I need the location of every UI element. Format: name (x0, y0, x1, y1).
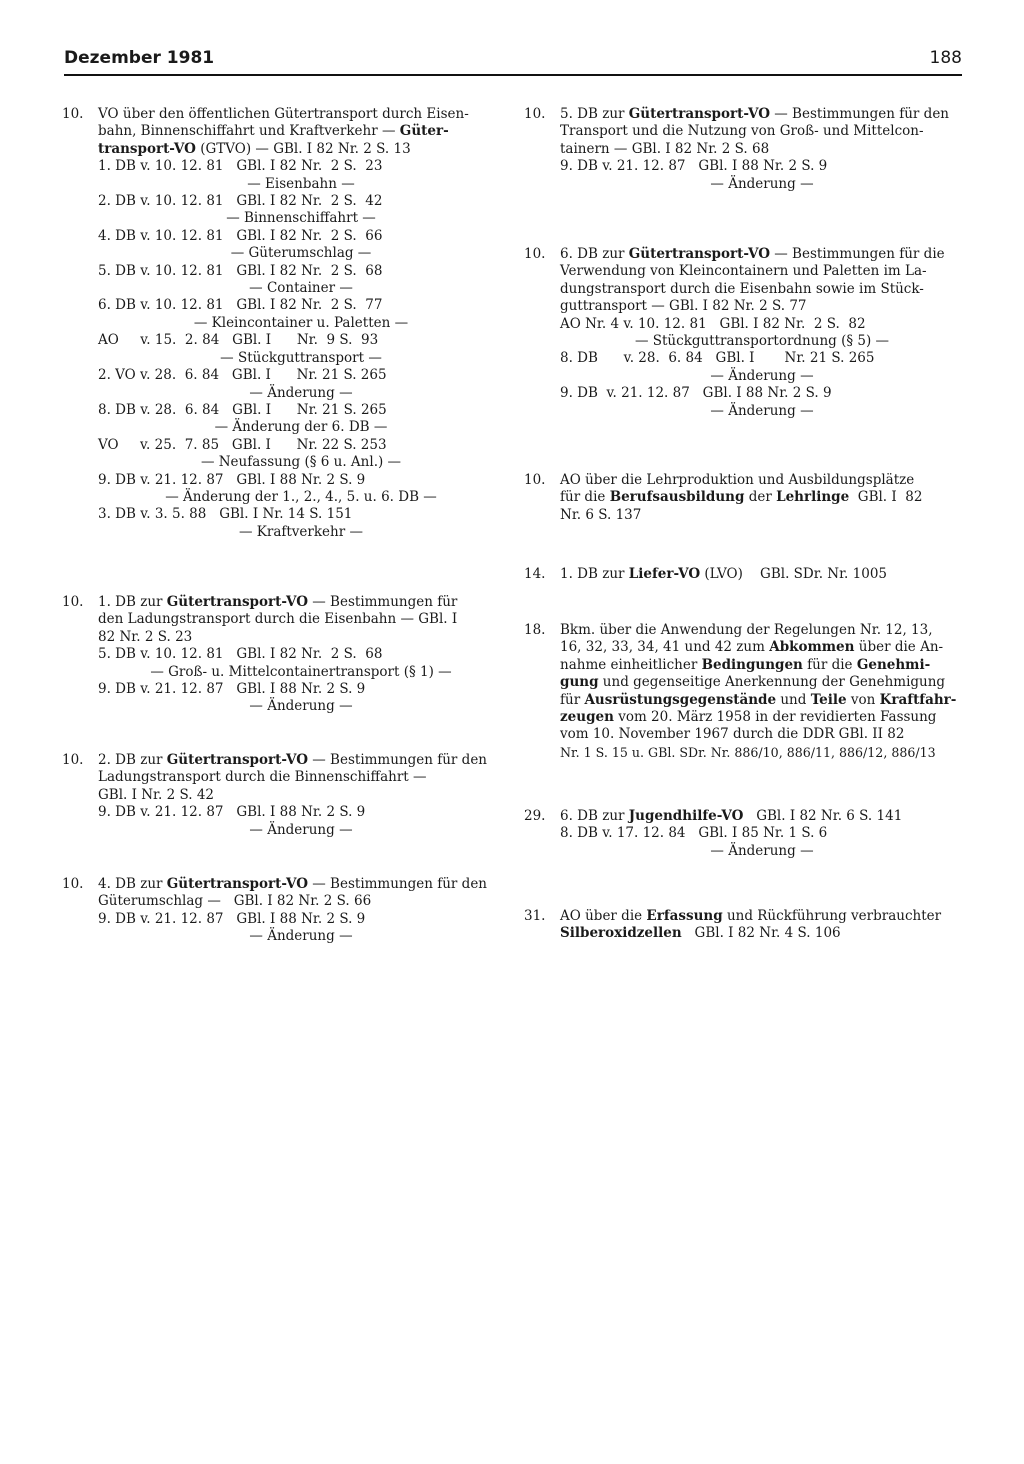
entry-abkommen (524, 622, 964, 761)
amendment-line: 9. DB v. 21. 12. 87 GBl. I 88 Nr. 2 S. 9 (98, 681, 366, 698)
entry-title-line (98, 141, 504, 158)
title-bold: Bedingungen (701, 656, 803, 673)
title-bold: Liefer-VO (628, 566, 701, 582)
entry-body (98, 876, 504, 946)
amendment-note: — Änderung — (710, 842, 814, 859)
title-bold: Gütertransport-VO (166, 594, 308, 610)
amendment-line: 5. DB v. 10. 12. 81 GBl. I 82 Nr. 2 S. 68 (98, 262, 383, 279)
amendment-line: 9. DB v. 21. 12. 87 GBl. I 88 Nr. 2 S. 9 (98, 804, 366, 821)
title-bold: Erfassung (646, 908, 723, 924)
entry-day: 10. (62, 876, 84, 892)
title-text: (GTVO) — GBl. I 82 Nr. 2 S. 13 (195, 140, 411, 157)
amendment-note: — Änderung — (710, 367, 814, 384)
entry-body (560, 566, 964, 583)
amendment-note: — Kleincontainer u. Paletten — (193, 314, 409, 331)
title-text: und (776, 691, 811, 708)
entry-lehrproduktion (524, 472, 964, 524)
amendment-note: — Änderung — (249, 928, 353, 945)
entry-title-line: 82 Nr. 2 S. 23 (98, 628, 193, 645)
title-text: — Bestimmungen für den (307, 876, 488, 892)
amendment-note: — Änderung — (249, 384, 353, 401)
amendment-note: — Kraftverkehr — (239, 523, 363, 540)
entry-title-line (98, 876, 504, 893)
title-text: für (560, 691, 585, 708)
title-bold: Gütertransport-VO (166, 876, 308, 892)
amendment-note: — Änderung der 6. DB — (214, 419, 388, 436)
entry-liefer-vo (524, 566, 964, 583)
amendment-note: — Neufassung (§ 6 u. Anl.) — (200, 454, 402, 471)
entry-title-line: Bkm. über die Anwendung der Regelungen Nr. 12, 13, (560, 622, 933, 638)
title-bold: Abkommen (769, 639, 855, 656)
entry-title-line: Ladungstransport durch die Binnenschiffahrt — (98, 769, 427, 786)
title-bold: Ausrüstungsgegenstände (584, 691, 777, 708)
title-text: — Bestimmungen für den (769, 106, 950, 122)
amendment-line: 2. DB v. 10. 12. 81 GBl. I 82 Nr. 2 S. 42 (98, 193, 383, 210)
entry-gtvo-2db (62, 752, 504, 839)
entry-gtvo-6db (524, 246, 964, 420)
entry-gtvo (62, 106, 504, 541)
entry-body (560, 908, 964, 943)
amendment-line: 4. DB v. 10. 12. 81 GBl. I 82 Nr. 2 S. 66 (98, 227, 383, 244)
entry-title-line (560, 692, 964, 709)
title-text: und gegenseitige Anerkennung der Genehmigung (598, 674, 946, 691)
entry-title-line (560, 106, 964, 123)
entry-body (560, 622, 964, 761)
title-bold: Genehmi- (856, 656, 931, 673)
title-text: von (846, 691, 880, 708)
entry-title-line: VO über den öffentlichen Gütertransport durch Eisen- (98, 106, 469, 122)
entry-title-line: Nr. 1 S. 15 u. GBl. SDr. Nr. 886/10, 886/11, 886/12, 886/13 (560, 744, 936, 760)
amendment-note: — Güterumschlag — (230, 245, 372, 262)
entry-title-line: tainern — GBl. I 82 Nr. 2 S. 68 (560, 140, 770, 157)
amendment-note: — Änderung — (249, 821, 353, 838)
entry-title-line: den Ladungstransport durch die Eisenbahn — GBl. I (98, 611, 458, 628)
entry-title-line (560, 808, 964, 825)
amendment-line: 6. DB v. 10. 12. 81 GBl. I 82 Nr. 2 S. 77 (98, 297, 383, 314)
entry-title-line (560, 639, 964, 656)
entry-gtvo-5db (524, 106, 964, 193)
title-text: — Bestimmungen für die (769, 246, 945, 262)
entry-title-line: Güterumschlag — GBl. I 82 Nr. 2 S. 66 (98, 893, 372, 910)
amendment-note: — Änderung — (710, 175, 814, 192)
title-text: 5. DB zur (560, 106, 629, 122)
entry-title-line (560, 925, 964, 942)
title-bold: Lehrlinge (776, 489, 850, 506)
entry-day: 10. (62, 752, 84, 768)
entry-title-line (98, 123, 504, 140)
title-bold: Gütertransport-VO (628, 246, 770, 262)
entry-day: 10. (524, 106, 546, 122)
title-text: der (744, 489, 777, 506)
title-text: — Bestimmungen für (307, 594, 458, 610)
entry-title-line (560, 246, 964, 263)
entry-day: 10. (62, 106, 84, 122)
title-text: (LVO) GBl. SDr. Nr. 1005 (700, 566, 887, 582)
entry-title-line (560, 908, 964, 925)
entry-body (98, 106, 504, 541)
title-text: vom 20. März 1958 in der revidierten Fassung (613, 709, 937, 726)
amendment-line: 9. DB v. 21. 12. 87 GBl. I 88 Nr. 2 S. 9 (98, 910, 366, 927)
title-text: 6. DB zur (560, 808, 629, 824)
entry-day: 31. (524, 908, 546, 924)
title-text: und Rückführung verbrauchter (722, 908, 942, 924)
title-bold: Silberoxidzellen (560, 925, 682, 942)
title-text: 1. DB zur (98, 594, 167, 610)
amendment-line: 2. VO v. 28. 6. 84 GBl. I Nr. 21 S. 265 (98, 367, 387, 384)
entry-silberoxidzellen (524, 908, 964, 943)
entry-body (560, 808, 964, 860)
header-month: Dezember 1981 (64, 48, 215, 68)
amendment-line: AO v. 15. 2. 84 GBl. I Nr. 9 S. 93 (98, 332, 379, 349)
amendment-line: 8. DB v. 28. 6. 84 GBl. I Nr. 21 S. 265 (560, 350, 875, 367)
entry-title-line (98, 752, 504, 769)
title-text: über die An- (854, 639, 944, 656)
entry-day: 18. (524, 622, 546, 638)
amendment-note: — Änderung — (249, 698, 353, 715)
entry-title-line: AO über die Lehrproduktion und Ausbildungsplätze (560, 472, 915, 488)
entry-body (560, 106, 964, 193)
title-bold: Jugendhilfe-VO (628, 808, 744, 824)
entry-jugendhilfe (524, 808, 964, 860)
title-bold: Teile (810, 691, 847, 708)
entry-title-line (560, 657, 964, 674)
title-bold: zeugen (560, 709, 614, 726)
title-bold: Güter- (399, 123, 449, 140)
entry-body (560, 246, 964, 420)
entry-day: 29. (524, 808, 546, 824)
title-bold: Gütertransport-VO (166, 752, 308, 768)
title-text: 1. DB zur (560, 566, 629, 582)
amendment-line: 8. DB v. 17. 12. 84 GBl. I 85 Nr. 1 S. 6 (560, 825, 828, 842)
amendment-line: 8. DB v. 28. 6. 84 GBl. I Nr. 21 S. 265 (98, 401, 387, 418)
entry-title-line: Verwendung von Kleincontainern und Paletten im La- (560, 263, 927, 280)
entry-title-line: Transport und die Nutzung von Groß- und Mittelcon- (560, 123, 924, 140)
title-text: GBl. I 82 Nr. 6 S. 141 (743, 808, 903, 824)
title-text: 2. DB zur (98, 752, 167, 768)
entry-day: 10. (524, 246, 546, 262)
entry-title-line: GBl. I Nr. 2 S. 42 (98, 786, 215, 803)
title-text: 4. DB zur (98, 876, 167, 892)
entry-title-line (560, 674, 964, 691)
amendment-line: 9. DB v. 21. 12. 87 GBl. I 88 Nr. 2 S. 9 (98, 471, 366, 488)
entry-gtvo-4db (62, 876, 504, 946)
amendment-note: — Eisenbahn — (247, 175, 355, 192)
entry-title-line (560, 566, 964, 583)
entry-title-line: dungstransport durch die Eisenbahn sowie im Stück- (560, 280, 924, 297)
amendment-note: — Container — (249, 280, 353, 297)
title-text: 6. DB zur (560, 246, 629, 262)
entry-title-line (560, 489, 964, 506)
amendment-note: — Stückguttransport — (220, 349, 382, 366)
title-text: AO über die (560, 908, 647, 924)
title-bold: transport-VO (98, 140, 196, 157)
entry-title-line (98, 594, 504, 611)
page-header (64, 48, 962, 76)
entry-title-line: Nr. 6 S. 137 (560, 506, 642, 523)
amendment-line: 3. DB v. 3. 5. 88 GBl. I Nr. 14 S. 151 (98, 506, 353, 523)
entry-body (560, 472, 964, 524)
entry-day: 10. (524, 472, 546, 488)
title-text: 16, 32, 33, 34, 41 und 42 zum (560, 639, 770, 656)
title-text: bahn, Binnenschiffahrt und Kraftverkehr — (98, 123, 396, 140)
entry-day: 10. (62, 594, 84, 610)
entry-title-line (560, 709, 964, 726)
title-bold: gung (560, 674, 599, 691)
title-text: für die (560, 489, 610, 506)
title-text: GBl. I 82 Nr. 4 S. 106 (681, 925, 841, 942)
entry-title-line: vom 10. November 1967 durch die DDR GBl. II 82 (560, 726, 905, 743)
amendment-line: 9. DB v. 21. 12. 87 GBl. I 88 Nr. 2 S. 9 (560, 385, 832, 402)
entry-body (98, 594, 504, 716)
amendment-note: — Änderung der 1., 2., 4., 5. u. 6. DB — (165, 488, 437, 505)
title-bold: Berufsausbildung (609, 489, 745, 506)
amendment-note: — Binnenschiffahrt — (226, 210, 376, 227)
entry-title-line: guttransport — GBl. I 82 Nr. 2 S. 77 (560, 298, 807, 315)
title-text: nahme einheitlicher (560, 656, 702, 673)
title-text: für die (802, 656, 857, 673)
amendment-line: VO v. 25. 7. 85 GBl. I Nr. 22 S. 253 (98, 436, 387, 453)
amendment-line: AO Nr. 4 v. 10. 12. 81 GBl. I 82 Nr. 2 S. 82 (560, 315, 866, 332)
amendment-line: 1. DB v. 10. 12. 81 GBl. I 82 Nr. 2 S. 23 (98, 158, 383, 175)
title-text: GBl. I 82 (849, 489, 923, 506)
amendment-note: — Groß- u. Mittelcontainertransport (§ 1) — (150, 663, 452, 680)
title-bold: Gütertransport-VO (628, 106, 770, 122)
amendment-line: 9. DB v. 21. 12. 87 GBl. I 88 Nr. 2 S. 9 (560, 158, 828, 175)
amendment-line: 5. DB v. 10. 12. 81 GBl. I 82 Nr. 2 S. 68 (98, 646, 383, 663)
entry-day: 14. (524, 566, 546, 582)
title-bold: Kraftfahr- (879, 691, 957, 708)
amendment-note: — Änderung — (710, 402, 814, 419)
amendment-note: — Stückguttransportordnung (§ 5) — (634, 333, 890, 350)
entry-gtvo-1db (62, 594, 504, 716)
title-text: — Bestimmungen für den (307, 752, 488, 768)
entry-body (98, 752, 504, 839)
page-number: 188 (929, 48, 962, 68)
